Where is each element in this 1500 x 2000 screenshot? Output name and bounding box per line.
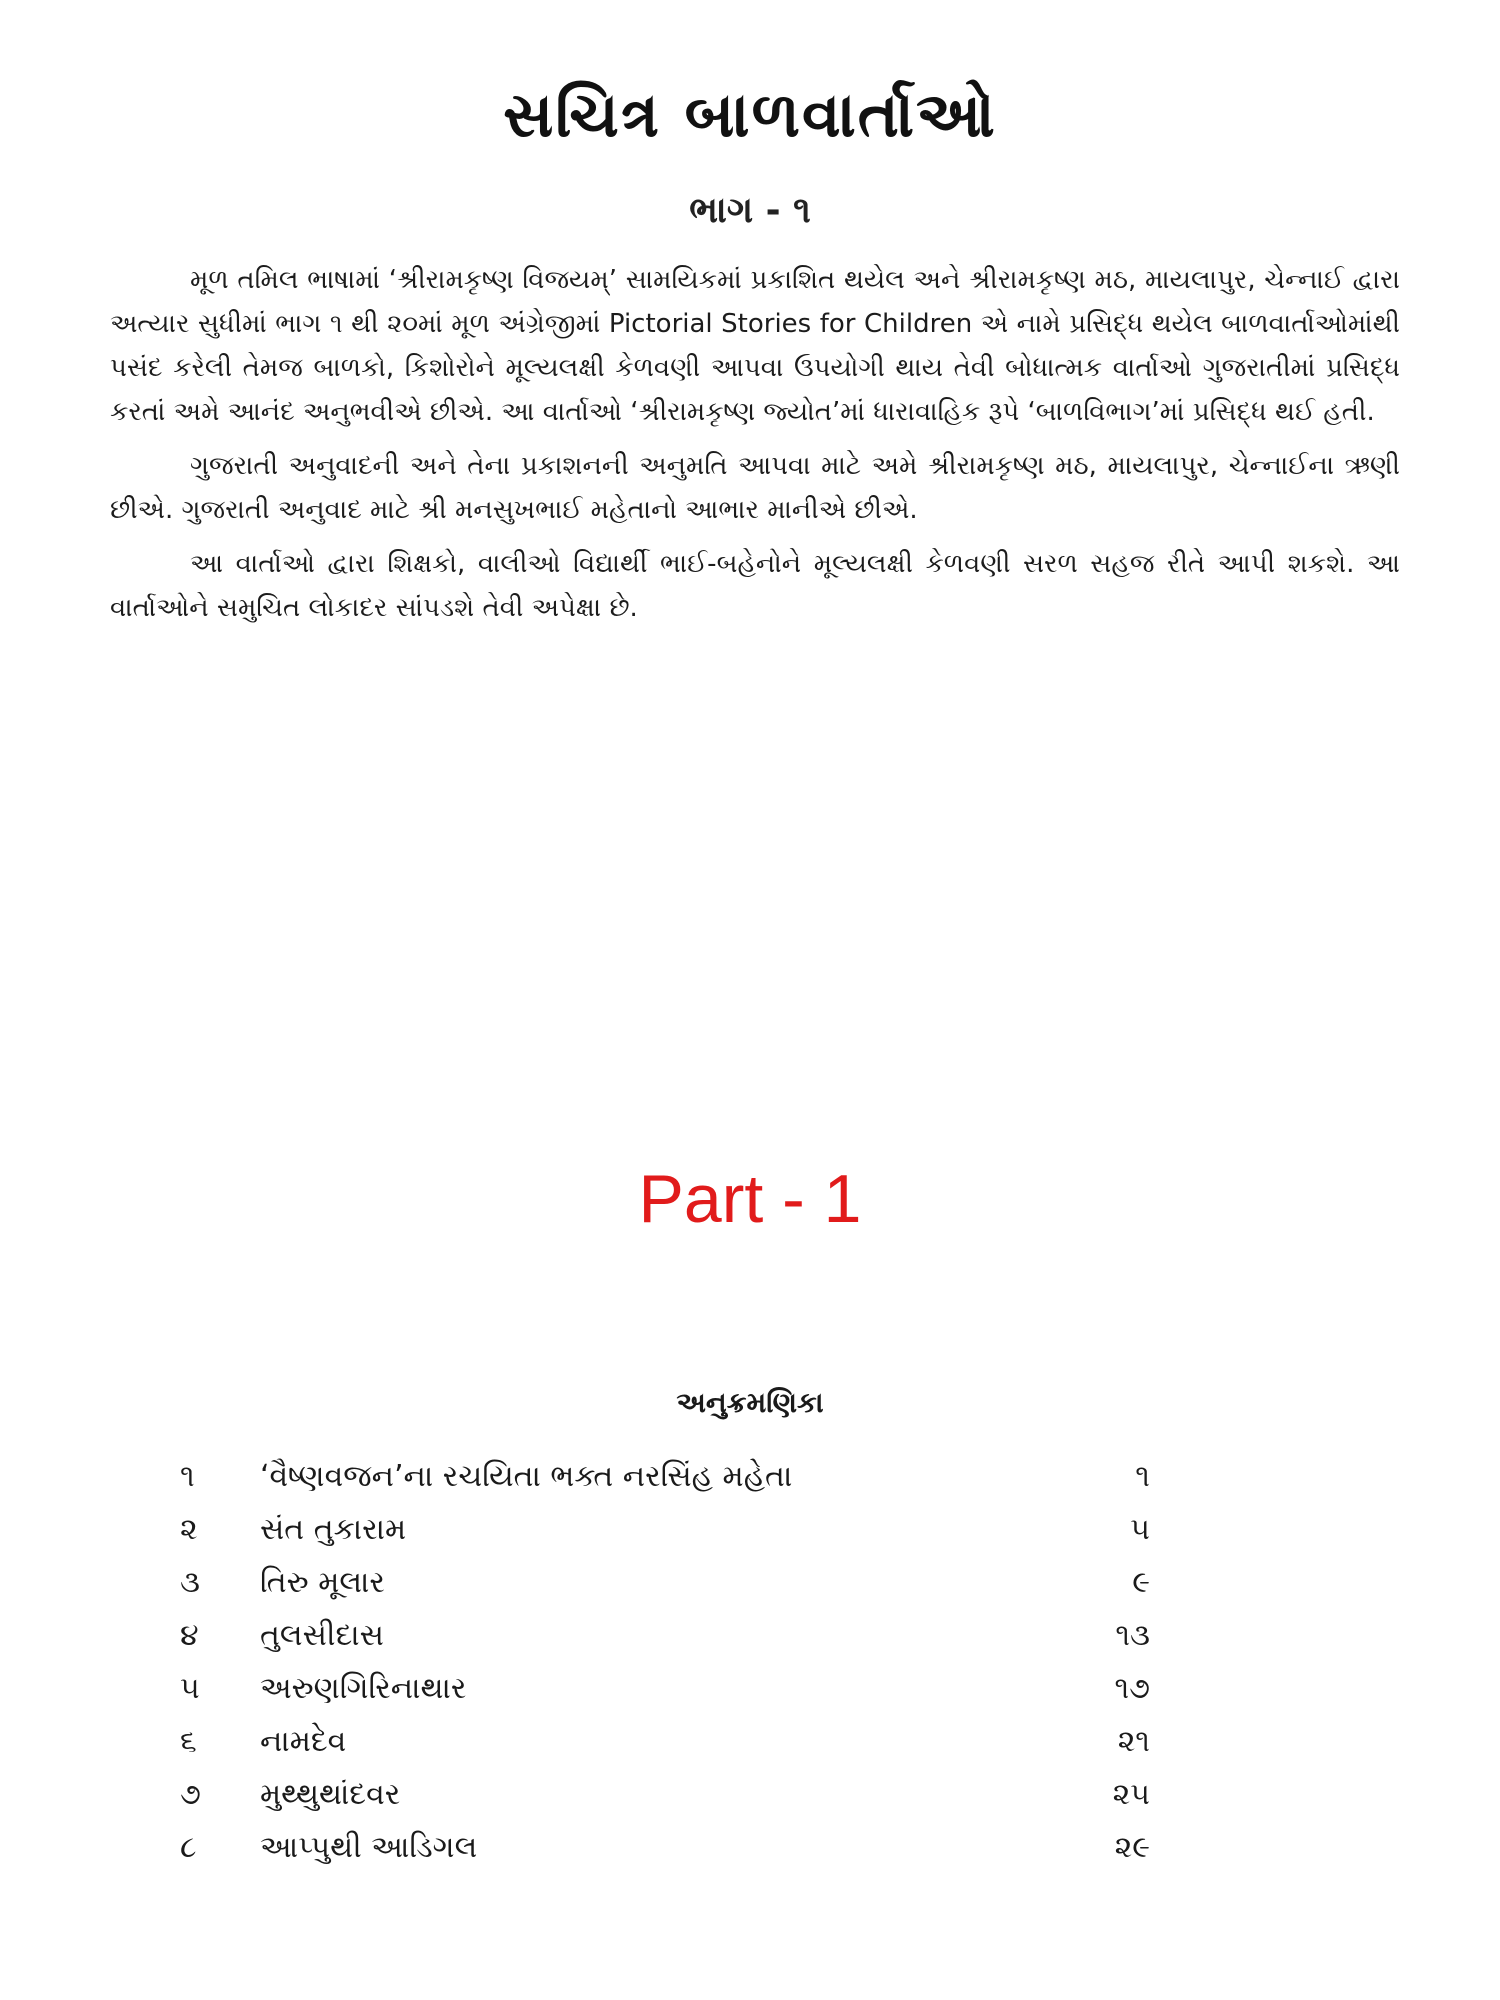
toc-page-number: ૫ (1130, 1512, 1150, 1547)
toc-number: ૮ (180, 1830, 197, 1865)
toc-page-number: ૧ (1135, 1459, 1150, 1494)
toc-title: અરુણગિરિનાથાર (260, 1671, 467, 1706)
toc-row (180, 1662, 1150, 1715)
toc-row (180, 1556, 1150, 1609)
toc-title: સંત તુકારામ (260, 1512, 407, 1547)
toc-title: તુલસીદાસ (260, 1618, 384, 1653)
intro-paragraph: ગુજરાતી અનુવાદની અને તેના પ્રકાશનની અનુમતિ આપવા માટે અમે શ્રીરામકૃષ્ણ મઠ, માયલાપુર, ચેન્નાઈના ઋણી છીએ. ગુજરાતી અનુવાદ માટે શ્રી મનસુખભાઈ મહેતાનો આભાર માનીએ છીએ. (110, 451, 1400, 525)
part-label: Part - 1 (638, 1161, 862, 1237)
toc-page-number: ૧૭ (1114, 1671, 1150, 1706)
toc-number: ૨ (180, 1512, 198, 1547)
toc-number: ૫ (180, 1671, 200, 1706)
toc-title: આપ્પુથી આડિગલ (260, 1830, 478, 1865)
toc-heading: અનુક્રમણિકા (676, 1386, 824, 1419)
toc-row (180, 1821, 1150, 1874)
toc-title: તિરુ મૂલાર (260, 1565, 385, 1600)
toc-title: મુથ્થુથાંદવર (260, 1777, 401, 1812)
toc-number: ૧ (180, 1459, 195, 1494)
toc-row (180, 1450, 1150, 1503)
toc-page-number: ૯ (1132, 1565, 1150, 1600)
toc-title: ‘વૈષ્ણવજન’ના રચયિતા ભક્ત નરસિંહ મહેતા (260, 1459, 793, 1494)
toc-page-number: ૧૩ (1115, 1618, 1150, 1653)
toc-page-number: ૨૯ (1114, 1830, 1150, 1865)
toc-title: નામદેવ (260, 1724, 347, 1759)
toc-number: ૭ (180, 1777, 201, 1812)
intro-text (110, 258, 1400, 640)
toc-row (180, 1715, 1150, 1768)
toc-row (180, 1768, 1150, 1821)
intro-paragraph: આ વાર્તાઓ દ્વારા શિક્ષકો, વાલીઓ વિદ્યાર્થી ભાઈ-બહેનોને મૂલ્યલક્ષી કેળવણી સરળ સહજ રીતે આપી શકશે. આ વાર્તાઓને સમુચિત લોકાદર સાંપડશે તેવી અપેક્ષા છે. (110, 549, 1400, 623)
page-subtitle: ભાગ - ૧ (689, 190, 811, 231)
table-of-contents (180, 1450, 1150, 1874)
toc-row (180, 1609, 1150, 1662)
toc-number: ૪ (180, 1618, 199, 1653)
intro-paragraph: મૂળ તમિલ ભાષામાં ‘શ્રીરામકૃષ્ણ વિજયમ્’ સામયિકમાં પ્રકાશિત થયેલ અને શ્રીરામકૃષ્ણ મઠ, માયલાપુર, ચેન્નાઈ દ્વારા અત્યાર સુધીમાં ભાગ ૧ થી ૨૦માં મૂળ અંગ્રેજીમાં Pictorial Stories for Children એ નામે પ્રસિદ્ધ થયેલ બાળવાર્તાઓમાંથી પસંદ કરેલી તેમજ બાળકો, કિશોરોને મૂલ્યલક્ષી કેળવણી આપવા ઉપયોગી થાય તેવી બોધાત્મક વાર્તાઓ ગુજરાતીમાં પ્રસિદ્ધ કરતાં અમે આનંદ અનુભવીએ છીએ. આ વાર્તાઓ ‘શ્રીરામકૃષ્ણ જ્યોત’માં ધારાવાહિક રૂપે ‘બાળવિભાગ’માં પ્રસિદ્ધ થઈ હતી. (110, 265, 1400, 427)
toc-page-number: ૨૫ (1112, 1777, 1150, 1812)
toc-number: ૩ (180, 1565, 200, 1600)
toc-row (180, 1503, 1150, 1556)
page-title: સચિત્ર બાળવાર્તાઓ (503, 78, 997, 151)
toc-page-number: ૨૧ (1117, 1724, 1150, 1759)
toc-number: ૬ (180, 1724, 197, 1759)
